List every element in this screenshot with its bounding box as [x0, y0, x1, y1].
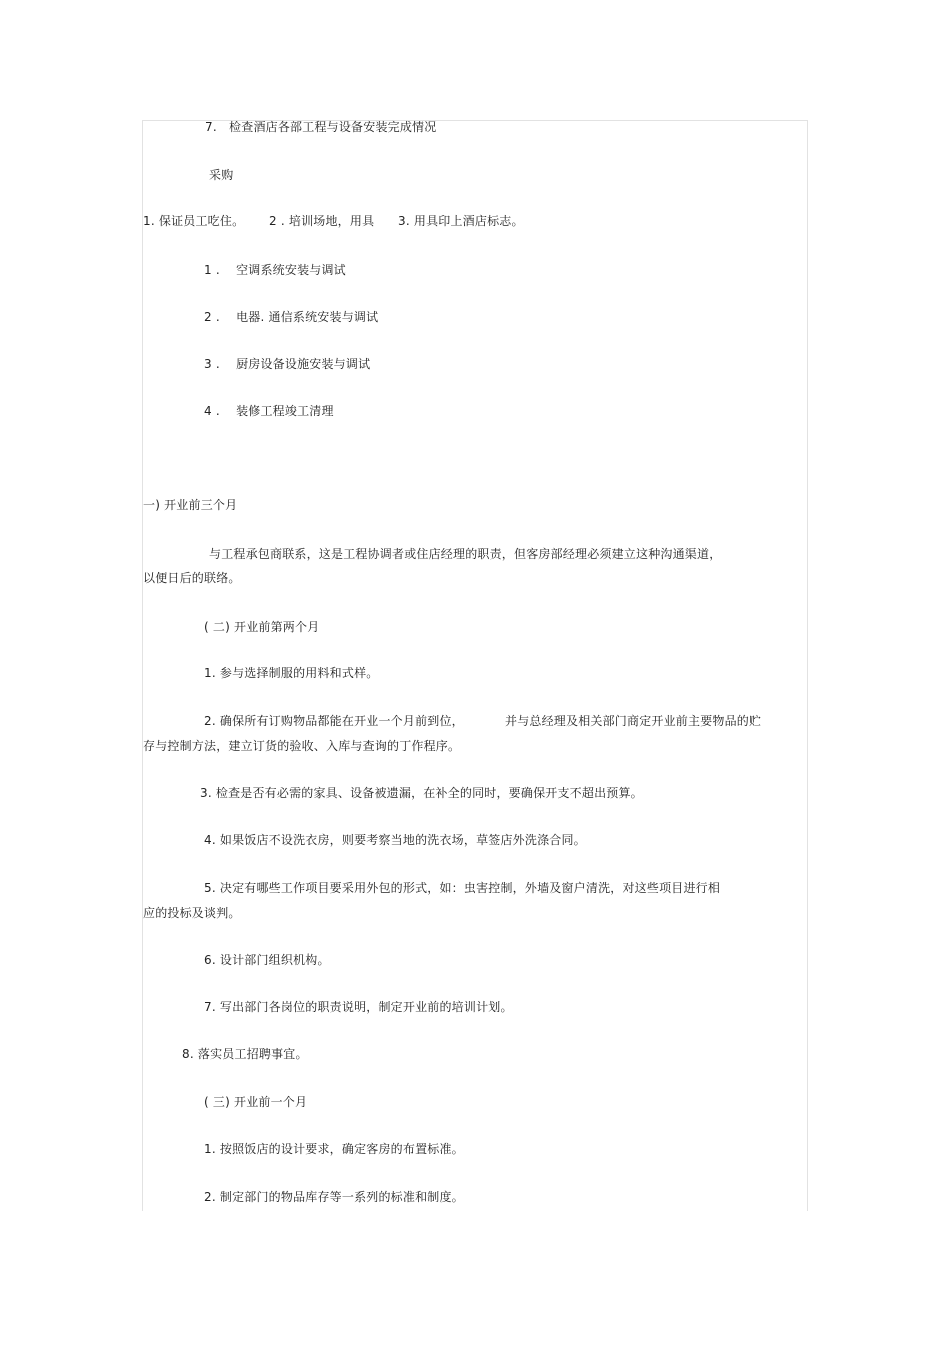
install-item: 3 . 厨房设备设施安装与调试	[204, 357, 371, 371]
list-item: 5. 决定有哪些工作项目要采用外包的形式，如：虫害控制，外墙及窗户清洗，对这些项目进行相	[204, 881, 721, 895]
section-heading-three-months: 一) 开业前三个月	[143, 498, 238, 512]
install-item: 4 . 装修工程竣工清理	[204, 404, 334, 418]
list-item-part-a: 2. 确保所有订购物品都能在开业一个月前到位，	[204, 714, 464, 728]
list-item: 2. 制定部门的物品库存等一系列的标准和制度。	[204, 1190, 464, 1204]
purchase-item-2: 2 . 培训场地，用具	[269, 214, 375, 228]
list-item-continuation: 应的投标及谈判。	[143, 906, 241, 920]
purchase-item-3: 3. 用具印上酒店标志。	[398, 214, 524, 228]
list-item: 8. 落实员工招聘事宜。	[182, 1047, 308, 1061]
list-item-continuation: 存与控制方法，建立订货的验收、入库与查询的丁作程序。	[143, 739, 461, 753]
purchase-heading: 采购	[209, 168, 234, 182]
list-item: 7. 写出部门各岗位的职责说明，制定开业前的培训计划。	[204, 1000, 513, 1014]
section-heading-two-months: ( 二) 开业前第两个月	[204, 620, 320, 634]
list-item-part-b: 并与总经理及相关部门商定开业前主要物品的贮	[505, 714, 762, 728]
purchase-row	[143, 213, 743, 229]
list-item: 1. 按照饭店的设计要求，确定客房的布置标准。	[204, 1142, 464, 1156]
install-item: 2 . 电器. 通信系统安装与调试	[204, 310, 379, 324]
section-heading-one-month: ( 三) 开业前一个月	[204, 1095, 308, 1109]
list-item: 1. 参与选择制服的用料和式样。	[204, 666, 379, 680]
checklist-item-7: 7. 检查酒店各部工程与设备安装完成情况	[205, 120, 437, 134]
list-item: 4. 如果饭店不设洗衣房，则要考察当地的洗衣场，草签店外洗涤合同。	[204, 833, 586, 847]
list-item	[204, 713, 784, 729]
section-1-paragraph-line-2: 以便日后的联络。	[143, 571, 241, 585]
purchase-item-1: 1. 保证员工吃住。	[143, 214, 245, 228]
section-1-paragraph-line-1: 与工程承包商联系，这是工程协调者或住店经理的职责，但客房部经理必须建立这种沟通渠道，	[209, 547, 722, 561]
list-item: 3. 检查是否有必需的家具、设备被遗漏，在补全的同时，要确保开支不超出预算。	[200, 786, 643, 800]
install-item: 1 . 空调系统安装与调试	[204, 263, 346, 277]
list-item: 6. 设计部门组织机构。	[204, 953, 330, 967]
